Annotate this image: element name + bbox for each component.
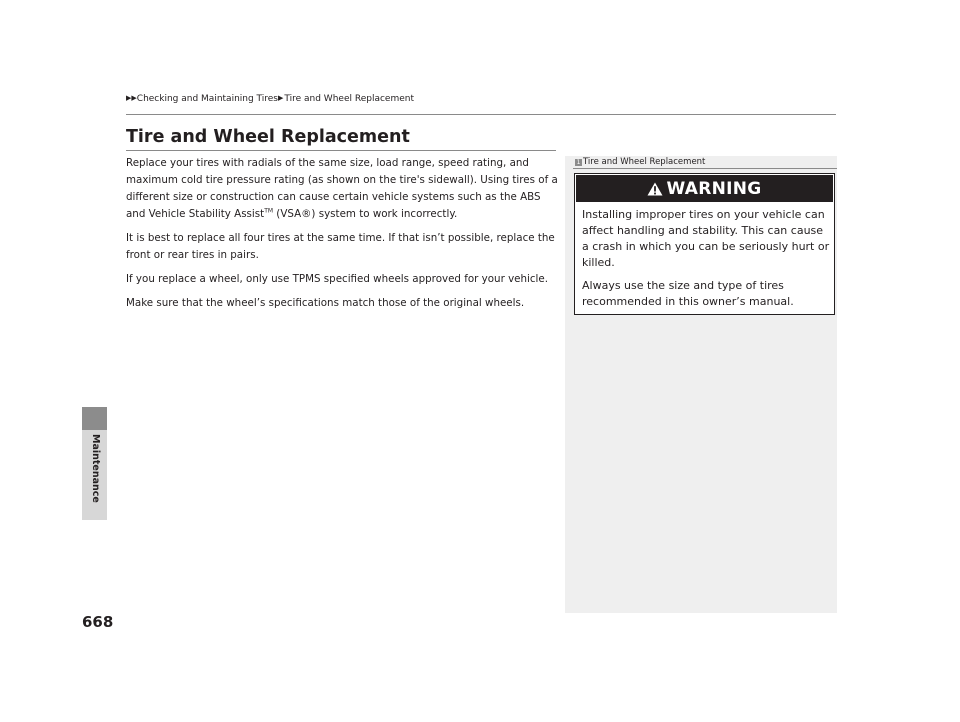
- double-arrow-icon: ▶▶: [126, 94, 137, 102]
- header-divider: [126, 114, 836, 115]
- warning-box: [574, 173, 835, 315]
- warning-label: WARNING: [666, 178, 762, 199]
- arrow-icon: ▶: [278, 94, 284, 102]
- trademark-mark: TM: [264, 207, 274, 215]
- title-divider: [126, 150, 556, 151]
- section-tab-label: Maintenance: [90, 434, 101, 503]
- breadcrumb: [126, 94, 414, 104]
- sidebar-title: 1 Tire and Wheel Replacement: [576, 157, 706, 167]
- body-paragraph: Replace your tires with radials of the same size, load range, speed rating, and maximum cold tire pressure rating (as shown on the tire's sidewall). Using tires of a different size or construction can cause certain vehicle systems such as the ABS and Vehicle Stability Assist™ (VSA®) system to work incorrectly.: [126, 157, 558, 220]
- warning-header: [576, 175, 833, 202]
- warning-paragraph: Always use the size and type of tires recommended in this owner’s manual.: [582, 279, 794, 308]
- warning-triangle-icon: [647, 182, 663, 196]
- body-paragraph: If you replace a wheel, only use TPMS specified wheels approved for your vehicle.: [126, 273, 549, 285]
- warning-paragraph: Installing improper tires on your vehicle can affect handling and stability. This can cause a crash in which you can be seriously hurt or killed.: [582, 208, 830, 269]
- breadcrumb-page: Tire and Wheel Replacement: [284, 94, 414, 104]
- section-tab-marker: [82, 407, 107, 430]
- body-paragraph: It is best to replace all four tires at the same time. If that isn’t possible, replace the front or rear tires in pairs.: [126, 232, 555, 261]
- warning-text: [582, 207, 832, 317]
- breadcrumb-section[interactable]: Checking and Maintaining Tires: [136, 94, 278, 104]
- sidebar-divider: [573, 168, 837, 169]
- page-number: 668: [82, 613, 114, 631]
- page-title: Tire and Wheel Replacement: [126, 127, 410, 147]
- body-text: [126, 155, 560, 319]
- body-paragraph: Make sure that the wheel’s specifications match those of the original wheels.: [126, 297, 525, 309]
- reference-marker-icon: 1: [576, 159, 581, 166]
